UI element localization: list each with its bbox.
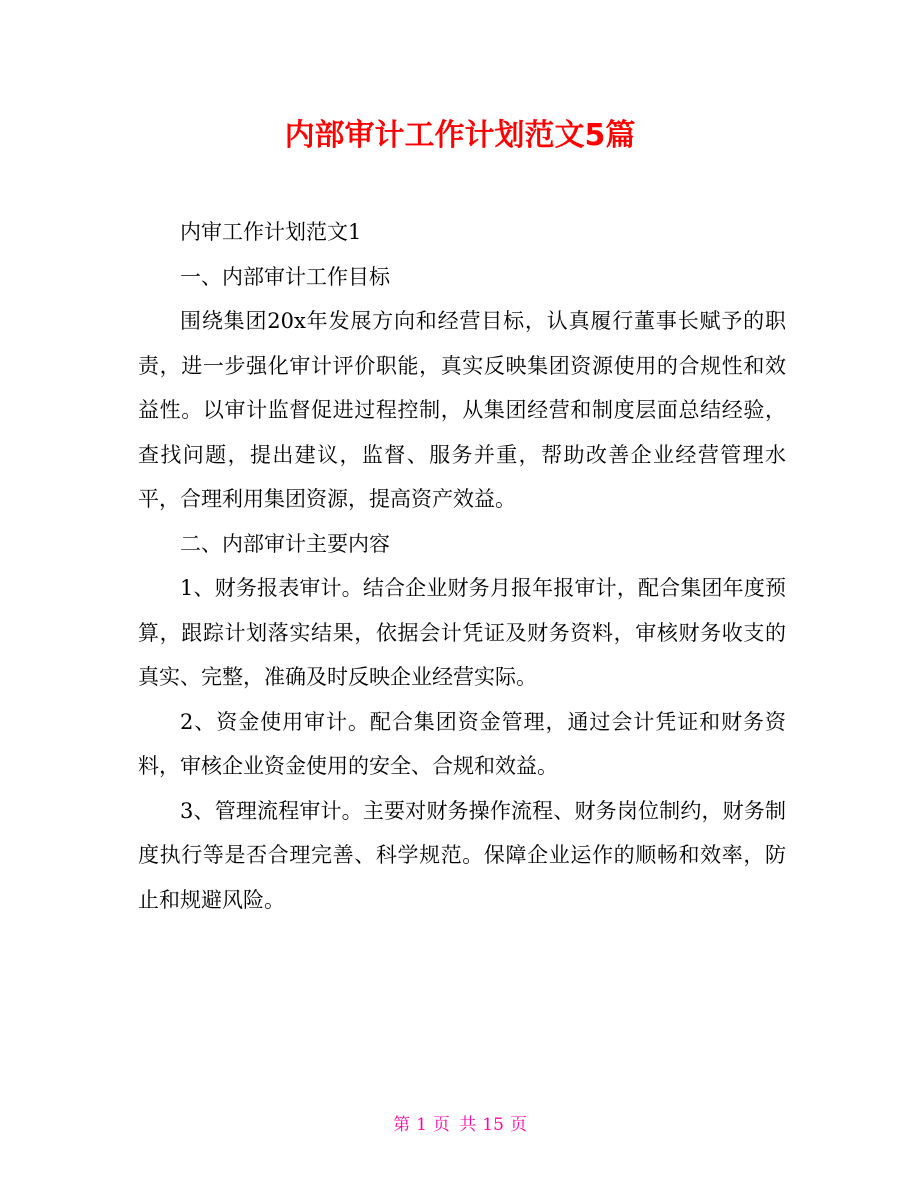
section-heading-goals: 一、内部审计工作目标 <box>180 264 390 289</box>
footer-total-pages: 15 <box>482 1115 504 1135</box>
footer-middle: 页 共 <box>432 1115 477 1135</box>
footer-page-number: 1 <box>416 1115 427 1135</box>
footer-prefix: 第 <box>393 1115 411 1135</box>
page-footer <box>0 1112 920 1138</box>
document-body <box>138 210 786 922</box>
paragraph-goals: 围绕集团20x年发展方向和经营目标，认真履行董事长赋予的职责，进一步强化审计评价职能，真实反映集团资源使用的合规性和效益性。以审计监督促进过程控制，从集团经营和制度层面总结经验，查找问题，提出建议，监督、服务并重，帮助改善企业经营管理水平，合理利用集团资源，提高资产效益。 <box>138 309 786 511</box>
section-heading-content: 二、内部审计主要内容 <box>180 531 390 556</box>
paragraph-item-3: 3、管理流程审计。主要对财务操作流程、财务岗位制约，财务制度执行等是否合理完善、科学规范。保障企业运作的顺畅和效率，防止和规避风险。 <box>138 798 786 912</box>
paragraph-item-1: 1、财务报表审计。结合企业财务月报年报审计，配合集团年度预算，跟踪计划落实结果，依据会计凭证及财务资料，审核财务收支的真实、完整，准确及时反映企业经营实际。 <box>138 576 786 689</box>
document-title: 内部审计工作计划范文5篇 <box>284 118 636 153</box>
section-heading-plan-1: 内审工作计划范文1 <box>180 220 362 244</box>
paragraph-item-2: 2、资金使用审计。配合集团资金管理，通过会计凭证和财务资料，审核企业资金使用的安全、合规和效益。 <box>138 709 786 778</box>
footer-suffix: 页 <box>509 1115 527 1135</box>
